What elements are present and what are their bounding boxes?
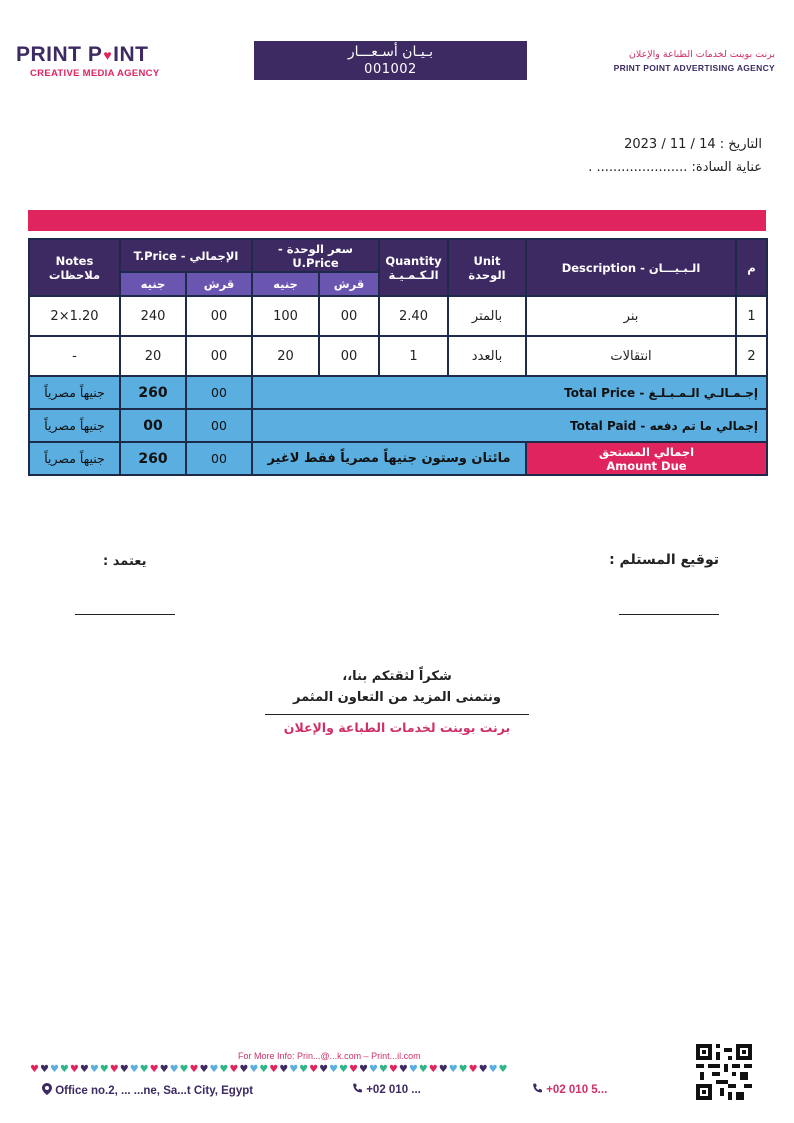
header-unit-price-ar: سعر الوحدة - [278, 241, 353, 256]
row-notes: 1.20×2 [29, 296, 120, 336]
heart-icon: ♥ [438, 1064, 449, 1075]
header-quantity-en: Quantity [385, 253, 442, 268]
header-quantity [379, 239, 448, 296]
heart-icon: ♥ [189, 1064, 200, 1075]
heart-icon: ♥ [368, 1064, 379, 1075]
total-paid-row [29, 409, 767, 442]
footer-phone-2 [532, 1083, 607, 1096]
header-notes [29, 239, 120, 296]
heart-icon: ♥ [428, 1064, 439, 1075]
subheader-unit-piaster: قرش [319, 272, 379, 296]
heart-icon: ♥ [30, 1064, 40, 1075]
table-header-row [29, 239, 767, 272]
header-unit [448, 239, 526, 296]
header-unit-price-en: U.Price [292, 255, 339, 270]
total-price-row [29, 376, 767, 409]
heart-icon: ♥ [279, 1064, 290, 1075]
heart-icon: ♥ [103, 47, 113, 63]
heart-icon: ♥ [109, 1064, 120, 1075]
phone-icon [532, 1084, 546, 1096]
header-total-price: الإجمالي - T.Price [120, 239, 252, 272]
heart-icon: ♥ [408, 1064, 419, 1075]
subheader-unit-pound: جنيه [252, 272, 319, 296]
qr-code-icon [696, 1044, 752, 1100]
row-quantity: 2.40 [379, 296, 448, 336]
brand-name-part2: INT [113, 43, 149, 66]
row-unit-piaster: 00 [319, 296, 379, 336]
document-title-box [254, 41, 527, 80]
heart-icon: ♥ [468, 1064, 479, 1075]
heart-icon: ♥ [388, 1064, 399, 1075]
heart-icon: ♥ [249, 1064, 260, 1075]
row-unit-pound: 20 [252, 336, 319, 376]
receiver-label: توقيع المستلم : [609, 552, 719, 568]
amount-due-piaster: 00 [186, 442, 252, 475]
heart-icon: ♥ [259, 1064, 270, 1075]
document-title: بـيـان أسـعـــار [347, 44, 434, 60]
amount-due-label [526, 442, 767, 475]
table-row [29, 296, 767, 336]
receiver-signature-line [619, 614, 719, 615]
thanks-line: شكراً لثقتكم بنا،، [342, 669, 452, 684]
row-description: بنر [526, 296, 736, 336]
brand-name-part1: PRINT P [16, 43, 103, 66]
document-number: 001002 [364, 62, 417, 77]
row-index: 2 [736, 336, 767, 376]
approval-label: يعتمد : [103, 554, 147, 569]
heart-icon: ♥ [358, 1064, 369, 1075]
row-index: 1 [736, 296, 767, 336]
row-total-piaster: 00 [186, 296, 252, 336]
phone-icon [352, 1084, 366, 1096]
header-index: م [736, 239, 767, 296]
subheader-total-piaster: قرش [186, 272, 252, 296]
heart-icon: ♥ [309, 1064, 320, 1075]
row-notes: - [29, 336, 120, 376]
heart-icon: ♥ [378, 1064, 389, 1075]
heart-icon: ♥ [398, 1064, 409, 1075]
heart-icon: ♥ [199, 1064, 210, 1075]
heart-icon: ♥ [139, 1064, 150, 1075]
total-price-piaster: 00 [186, 376, 252, 409]
accent-bar [28, 210, 766, 231]
heart-icon: ♥ [289, 1064, 300, 1075]
footer-phone-1 [352, 1083, 421, 1096]
quotation-table [28, 238, 768, 476]
row-unit: بالعدد [448, 336, 526, 376]
heart-icon: ♥ [478, 1064, 489, 1075]
amount-due-in-words: مائتان وستون جنيهاً مصرياً فقط لاغير [252, 442, 526, 475]
receiver-signature [609, 552, 719, 568]
total-price-pound: 260 [120, 376, 186, 409]
row-unit: بالمتر [448, 296, 526, 336]
address-text: Office no.2, ... ...ne, Sa...t City, Egypt [55, 1085, 254, 1097]
total-price-label: إجـمـالـي الـمـبـلـغ - Total Price [252, 376, 767, 409]
amount-due-pound: 260 [120, 442, 186, 475]
cooperation-line: ونتمنى المزيد من التعاون المثمر [292, 690, 502, 705]
row-total-pound: 240 [120, 296, 186, 336]
heart-icon: ♥ [498, 1064, 509, 1075]
heart-icon: ♥ [169, 1064, 180, 1075]
date-line: التاريخ : 14 / 11 / 2023 [624, 137, 762, 152]
heart-icon: ♥ [319, 1064, 330, 1075]
heart-icon: ♥ [209, 1064, 220, 1075]
row-unit-pound: 100 [252, 296, 319, 336]
heart-icon: ♥ [458, 1064, 469, 1075]
heart-icon: ♥ [418, 1064, 429, 1075]
approval-signature-line [75, 614, 175, 615]
header-quantity-ar: الـكـمـيـة [388, 267, 439, 282]
heart-icon: ♥ [339, 1064, 349, 1075]
header-unit-en: Unit [473, 253, 501, 268]
heart-icon: ♥ [119, 1064, 130, 1075]
total-price-currency: جنيهاً مصرياً [29, 376, 120, 409]
total-paid-label: إجمالي ما تم دفعه - Total Paid [252, 409, 767, 442]
table-row [29, 336, 767, 376]
header-description: الـبـيـــان - Description [526, 239, 736, 296]
header-unit-ar: الوحدة [468, 267, 506, 282]
heart-icon: ♥ [149, 1064, 160, 1075]
total-paid-pound: 00 [120, 409, 186, 442]
heart-icon: ♥ [448, 1064, 459, 1075]
document-meta [588, 133, 762, 179]
heart-icon: ♥ [69, 1064, 80, 1075]
attention-line: عناية السادة: ...................... . [588, 160, 762, 175]
footer-address [42, 1083, 253, 1097]
divider [265, 714, 529, 715]
amount-due-currency: جنيهاً مصرياً [29, 442, 120, 475]
header-notes-ar: ملاحظات [48, 267, 101, 282]
heart-icon: ♥ [159, 1064, 170, 1075]
agency-signoff: برنت بوينت لخدمات الطباعة والإعلان [283, 720, 511, 735]
heart-icon: ♥ [299, 1064, 310, 1075]
heart-icon: ♥ [39, 1064, 50, 1075]
footer-contact-info: For More Info: Prin...@...k.com – Print...il.com [238, 1051, 421, 1061]
brand-name [16, 44, 186, 66]
brand-tagline: CREATIVE MEDIA AGENCY [30, 68, 160, 79]
heart-border [30, 1063, 680, 1077]
subheader-total-pound: جنيه [120, 272, 186, 296]
row-description: انتقالات [526, 336, 736, 376]
approval-signature [75, 554, 175, 569]
row-total-piaster: 00 [186, 336, 252, 376]
row-unit-piaster: 00 [319, 336, 379, 376]
heart-icon: ♥ [59, 1064, 70, 1075]
heart-icon: ♥ [329, 1064, 340, 1075]
heart-icon: ♥ [229, 1064, 240, 1075]
amount-due-row [29, 442, 767, 475]
header-notes-en: Notes [55, 253, 94, 268]
heart-icon: ♥ [99, 1064, 110, 1075]
header-unit-price [252, 239, 379, 272]
heart-icon: ♥ [239, 1064, 250, 1075]
total-paid-piaster: 00 [186, 409, 252, 442]
row-total-pound: 20 [120, 336, 186, 376]
heart-icon: ♥ [129, 1064, 140, 1075]
heart-icon: ♥ [89, 1064, 100, 1075]
heart-icon: ♥ [79, 1064, 90, 1075]
phone-number-1: +02 010 ... [366, 1084, 421, 1096]
agency-name-ar: برنت بوينت لخدمات الطباعة والإعلان [628, 49, 775, 60]
heart-icon: ♥ [49, 1064, 60, 1075]
heart-icon: ♥ [269, 1064, 280, 1075]
heart-icon: ♥ [349, 1064, 359, 1075]
amount-due-label-ar: اجمالي المستحق [598, 444, 695, 459]
phone-number-2: +02 010 5... [546, 1084, 608, 1096]
heart-icon: ♥ [179, 1064, 190, 1075]
row-quantity: 1 [379, 336, 448, 376]
heart-icon: ♥ [488, 1064, 499, 1075]
print-point-logo [16, 44, 186, 79]
closing-message [265, 666, 529, 735]
agency-logo-right [614, 48, 775, 75]
heart-icon: ♥ [219, 1064, 230, 1075]
amount-due-label-en: Amount Due [606, 458, 687, 473]
location-pin-icon [42, 1085, 55, 1097]
total-paid-currency: جنيهاً مصرياً [29, 409, 120, 442]
agency-name-en: PRINT POINT ADVERTISING AGENCY [613, 63, 775, 73]
